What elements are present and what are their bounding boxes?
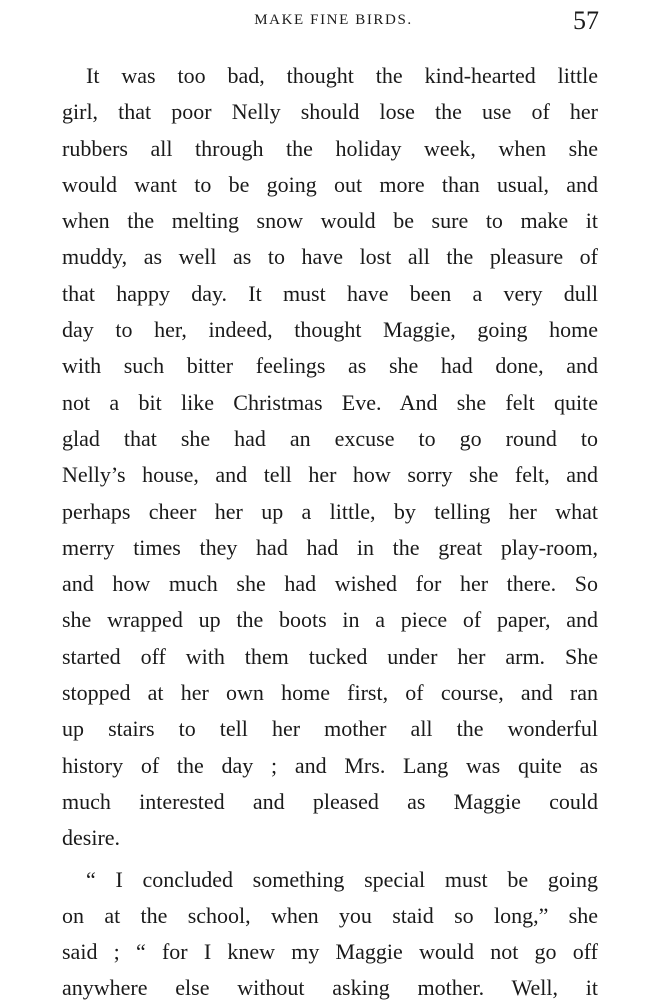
text-line: history of the day ; and Mrs. Lang was quite as bbox=[62, 752, 598, 778]
text-line: stopped at her own home first, of course, and ran bbox=[62, 680, 598, 706]
text-line: desire. bbox=[62, 825, 121, 851]
text-line: merry times they had had in the great play-room, bbox=[62, 534, 598, 560]
running-head bbox=[0, 8, 667, 38]
text-line: with such bitter feelings as she had done, and bbox=[62, 353, 598, 379]
text-line: that happy day. It must have been a very dull bbox=[62, 280, 598, 306]
text-line: up stairs to tell her mother all the wonderful bbox=[62, 716, 598, 742]
text-line: Nelly’s house, and tell her how sorry she felt, and bbox=[62, 462, 598, 488]
text-line: said ; “ for I knew my Maggie would not go off bbox=[62, 939, 598, 965]
paragraph-2 bbox=[62, 862, 598, 1007]
text-line: when the melting snow would be sure to make it bbox=[62, 208, 598, 234]
text-line: she wrapped up the boots in a piece of paper, and bbox=[62, 607, 598, 633]
text-line: perhaps cheer her up a little, by telling her what bbox=[62, 498, 598, 524]
text-line: would want to be going out more than usual, and bbox=[62, 171, 598, 197]
text-line: not a bit like Christmas Eve. And she felt quite bbox=[62, 389, 598, 415]
text-line: muddy, as well as to have lost all the pleasure of bbox=[62, 244, 598, 270]
text-line: and how much she had wished for her there. So bbox=[62, 571, 598, 597]
text-line: started off with them tucked under her arm. She bbox=[62, 643, 598, 669]
text-line: It was too bad, thought the kind-hearted little bbox=[86, 63, 598, 88]
page-number: 57 bbox=[573, 6, 599, 35]
text-line: rubbers all through the holiday week, when she bbox=[62, 135, 598, 161]
text-line: anywhere else without asking mother. Well, it bbox=[62, 975, 598, 1001]
text-line: “ I concluded something special must be going bbox=[86, 866, 598, 892]
text-line: glad that she had an excuse to go round to bbox=[62, 425, 598, 451]
text-line: much interested and pleased as Maggie could bbox=[62, 788, 598, 814]
text-line: girl, that poor Nelly should lose the use of her bbox=[62, 99, 598, 125]
paragraph-1 bbox=[62, 58, 598, 857]
text-line: on at the school, when you staid so long,” she bbox=[62, 902, 598, 928]
running-title: MAKE FINE BIRDS. bbox=[254, 12, 413, 28]
body-text bbox=[62, 58, 598, 1007]
text-line: day to her, indeed, thought Maggie, going home bbox=[62, 317, 598, 343]
